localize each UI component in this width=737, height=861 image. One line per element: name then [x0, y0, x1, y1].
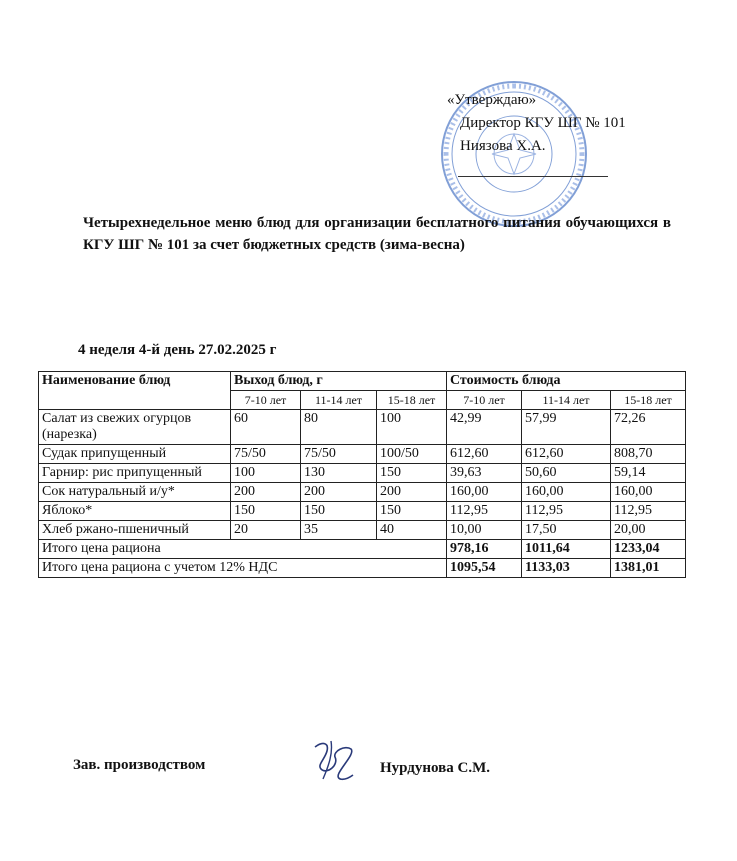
approval-signature-line	[458, 176, 608, 177]
table-row	[39, 521, 686, 540]
header-age-group: 11-14 лет	[301, 391, 377, 410]
header-age-group: 11-14 лет	[522, 391, 611, 410]
dish-name: Салат из свежих огурцов (нарезка)	[39, 410, 231, 445]
cost-cell: 72,26	[611, 410, 686, 445]
document-title: Четырехнедельное меню блюд для организации бесплатного питания обучающихся в КГУ ШГ № 101 за счет бюджетных средств (зима-весна)	[83, 215, 671, 253]
cost-cell: 42,99	[447, 410, 522, 445]
output-cell: 150	[231, 502, 301, 521]
menu-day-date: 4 неделя 4-й день 27.02.2025 г	[78, 342, 277, 358]
output-cell: 130	[301, 464, 377, 483]
approval-heading: «Утверждаю»	[447, 92, 537, 108]
output-cell: 35	[301, 521, 377, 540]
cost-cell: 112,95	[611, 502, 686, 521]
footer-name: Нурдунова С.М.	[380, 760, 491, 776]
output-cell: 75/50	[231, 445, 301, 464]
output-cell: 80	[301, 410, 377, 445]
total-row	[39, 540, 686, 559]
output-cell: 200	[301, 483, 377, 502]
dish-name: Хлеб ржано-пшеничный	[39, 521, 231, 540]
total-vat-label: Итого цена рациона с учетом 12% НДС	[39, 559, 447, 578]
cost-cell: 112,95	[447, 502, 522, 521]
dish-name: Яблоко*	[39, 502, 231, 521]
output-cell: 100	[377, 410, 447, 445]
cost-cell: 160,00	[447, 483, 522, 502]
cost-cell: 808,70	[611, 445, 686, 464]
cost-cell: 50,60	[522, 464, 611, 483]
header-age-group: 15-18 лет	[377, 391, 447, 410]
cost-cell: 160,00	[611, 483, 686, 502]
dish-name: Гарнир: рис припущенный	[39, 464, 231, 483]
table-header-row	[39, 372, 686, 391]
table-row	[39, 445, 686, 464]
output-cell: 100	[231, 464, 301, 483]
output-cell: 200	[231, 483, 301, 502]
approval-person: Ниязова Х.А.	[460, 138, 546, 154]
dish-name: Сок натуральный и/у*	[39, 483, 231, 502]
output-cell: 150	[377, 464, 447, 483]
output-cell: 40	[377, 521, 447, 540]
menu-table	[38, 371, 686, 578]
output-cell: 75/50	[301, 445, 377, 464]
total-cost-cell: 978,16	[447, 540, 522, 559]
cost-cell: 17,50	[522, 521, 611, 540]
cost-cell: 20,00	[611, 521, 686, 540]
output-cell: 150	[301, 502, 377, 521]
total-cost-cell: 1011,64	[522, 540, 611, 559]
output-cell: 60	[231, 410, 301, 445]
total-vat-row	[39, 559, 686, 578]
total-vat-cost-cell: 1381,01	[611, 559, 686, 578]
output-cell: 100/50	[377, 445, 447, 464]
dish-name: Судак припущенный	[39, 445, 231, 464]
table-row	[39, 410, 686, 445]
output-cell: 20	[231, 521, 301, 540]
handwritten-signature	[305, 735, 365, 785]
cost-cell: 112,95	[522, 502, 611, 521]
header-dish-name: Наименование блюд	[39, 372, 231, 410]
approval-position: Директор КГУ ШГ № 101	[460, 115, 626, 131]
footer-role: Зав. производством	[73, 757, 206, 773]
output-cell: 150	[377, 502, 447, 521]
header-age-group: 7-10 лет	[231, 391, 301, 410]
header-cost: Стоимость блюда	[447, 372, 686, 391]
total-vat-cost-cell: 1095,54	[447, 559, 522, 578]
header-age-group: 15-18 лет	[611, 391, 686, 410]
table-row	[39, 483, 686, 502]
header-age-group: 7-10 лет	[447, 391, 522, 410]
cost-cell: 10,00	[447, 521, 522, 540]
cost-cell: 39,63	[447, 464, 522, 483]
output-cell: 200	[377, 483, 447, 502]
table-row	[39, 502, 686, 521]
total-vat-cost-cell: 1133,03	[522, 559, 611, 578]
total-cost-cell: 1233,04	[611, 540, 686, 559]
table-row	[39, 464, 686, 483]
cost-cell: 612,60	[522, 445, 611, 464]
cost-cell: 59,14	[611, 464, 686, 483]
cost-cell: 612,60	[447, 445, 522, 464]
cost-cell: 160,00	[522, 483, 611, 502]
cost-cell: 57,99	[522, 410, 611, 445]
total-label: Итого цена рациона	[39, 540, 447, 559]
header-output: Выход блюд, г	[231, 372, 447, 391]
